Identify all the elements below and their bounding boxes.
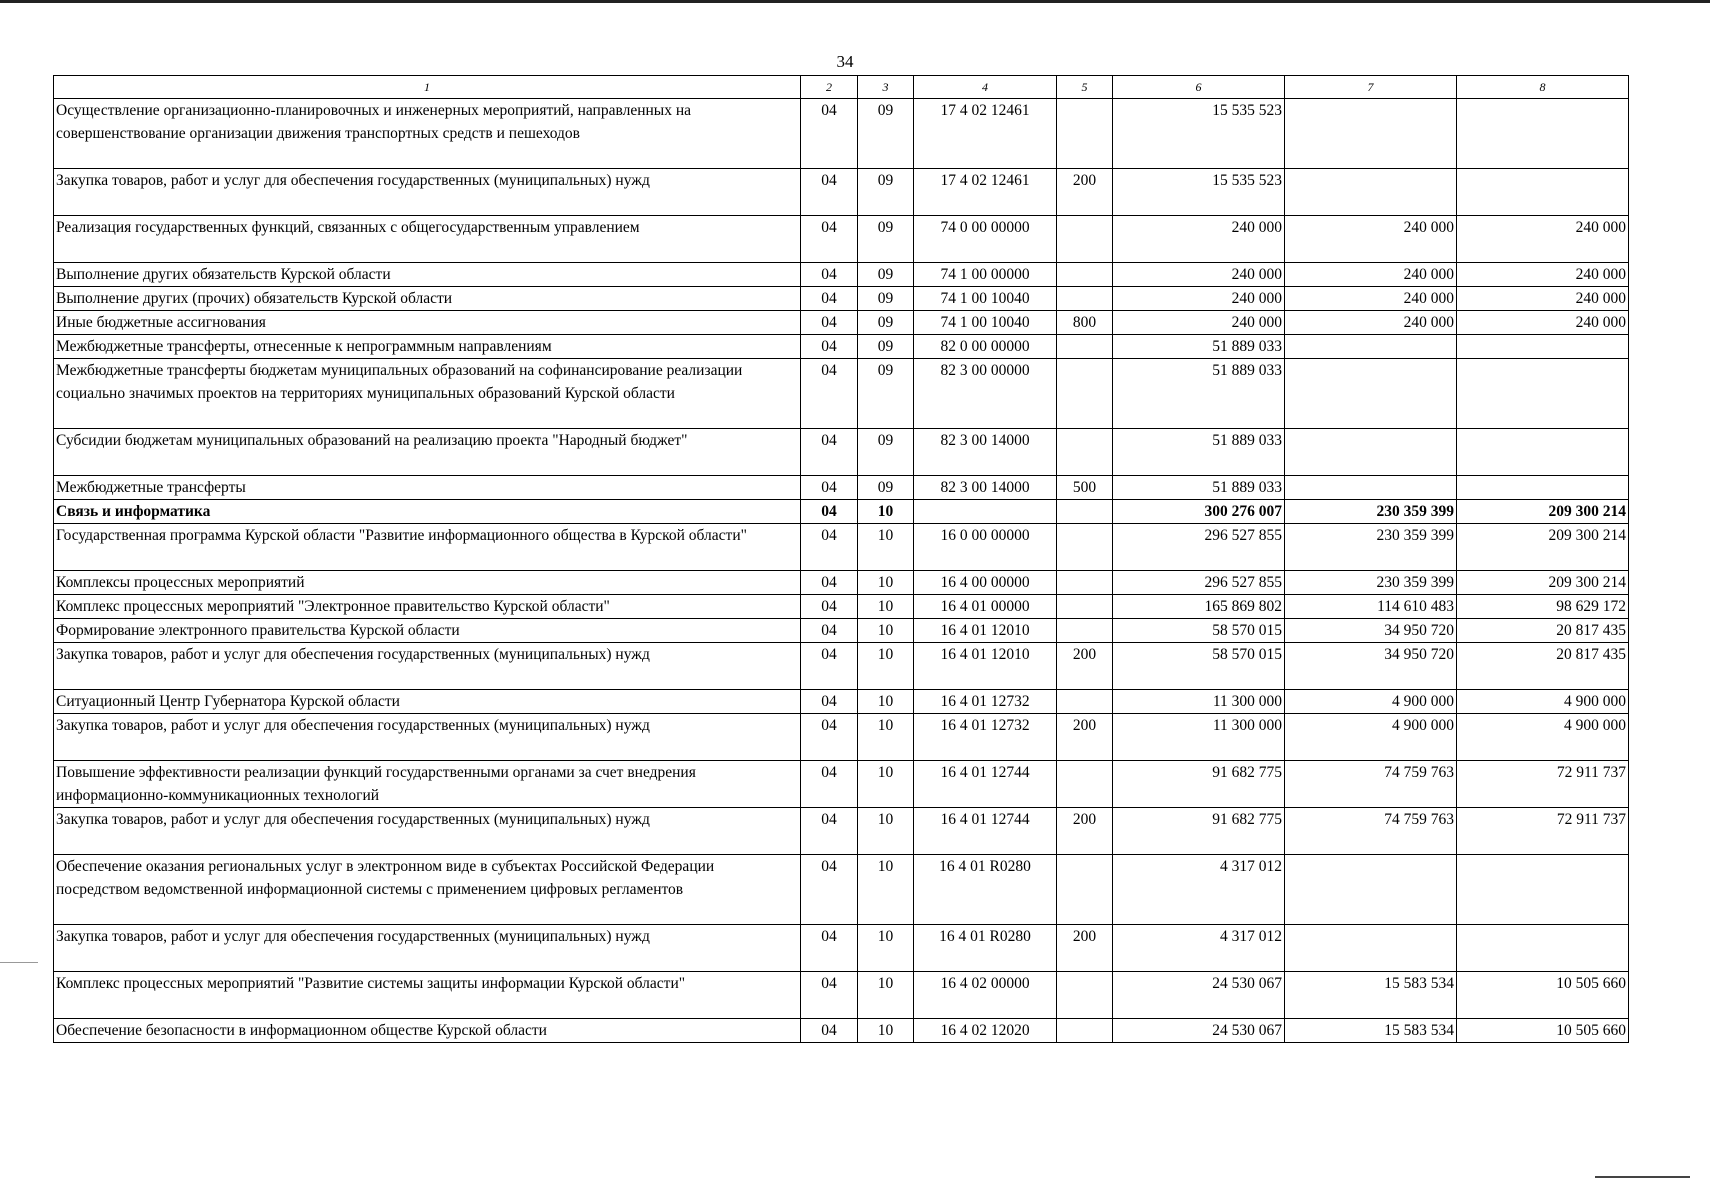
cell-amount-year1: 91 682 775 xyxy=(1113,808,1285,855)
cell-amount-year2: 15 583 534 xyxy=(1285,1019,1457,1043)
cell-name: Межбюджетные трансферты xyxy=(54,476,801,500)
cell-amount-year2: 230 359 399 xyxy=(1285,571,1457,595)
cell-target-article: 16 4 01 12732 xyxy=(914,690,1057,714)
cell-name: Выполнение других обязательств Курской области xyxy=(54,263,801,287)
cell-expense-type xyxy=(1057,595,1113,619)
cell-target-article: 16 4 00 00000 xyxy=(914,571,1057,595)
column-header: 1 xyxy=(54,76,801,99)
table-row xyxy=(54,335,1629,359)
cell-amount-year3: 240 000 xyxy=(1457,216,1629,263)
cell-amount-year2 xyxy=(1285,99,1457,169)
column-number-row xyxy=(54,76,1629,99)
cell-subsection: 09 xyxy=(858,335,914,359)
cell-name: Обеспечение оказания региональных услуг в электронном виде в субъектах Российской Федерации посредством ведомственной информационной системы с применением цифровых регламентов xyxy=(54,855,801,925)
cell-amount-year1: 15 535 523 xyxy=(1113,169,1285,216)
column-header: 4 xyxy=(914,76,1057,99)
cell-name: Субсидии бюджетам муниципальных образований на реализацию проекта "Народный бюджет" xyxy=(54,429,801,476)
cell-subsection: 09 xyxy=(858,359,914,429)
cell-expense-type: 200 xyxy=(1057,808,1113,855)
cell-subsection: 10 xyxy=(858,761,914,808)
cell-expense-type: 500 xyxy=(1057,476,1113,500)
table-row xyxy=(54,972,1629,1019)
cell-target-article: 16 4 01 12732 xyxy=(914,714,1057,761)
cell-section: 04 xyxy=(801,311,858,335)
cell-name: Осуществление организационно-планировочных и инженерных мероприятий, направленных на совершенствование организации движения транспортных средств и пешеходов xyxy=(54,99,801,169)
cell-name: Межбюджетные трансферты бюджетам муниципальных образований на софинансирование реализации социально значимых проектов на территориях муниципальных образований Курской области xyxy=(54,359,801,429)
cell-target-article: 74 1 00 10040 xyxy=(914,311,1057,335)
table-row xyxy=(54,476,1629,500)
cell-target-article: 16 4 01 R0280 xyxy=(914,925,1057,972)
cell-expense-type xyxy=(1057,263,1113,287)
table-body xyxy=(54,99,1629,1043)
cell-name: Комплекс процессных мероприятий "Электронное правительство Курской области" xyxy=(54,595,801,619)
table-row xyxy=(54,263,1629,287)
cell-expense-type xyxy=(1057,972,1113,1019)
cell-section: 04 xyxy=(801,643,858,690)
budget-table xyxy=(53,75,1629,1043)
cell-name: Иные бюджетные ассигнования xyxy=(54,311,801,335)
scan-bottom-mark xyxy=(1595,1176,1690,1178)
cell-subsection: 09 xyxy=(858,263,914,287)
cell-expense-type xyxy=(1057,1019,1113,1043)
cell-expense-type xyxy=(1057,690,1113,714)
table-row xyxy=(54,855,1629,925)
cell-amount-year3: 10 505 660 xyxy=(1457,1019,1629,1043)
cell-amount-year2: 74 759 763 xyxy=(1285,761,1457,808)
cell-amount-year3 xyxy=(1457,359,1629,429)
cell-name: Закупка товаров, работ и услуг для обеспечения государственных (муниципальных) нужд xyxy=(54,808,801,855)
cell-subsection: 09 xyxy=(858,216,914,263)
cell-target-article: 16 4 02 00000 xyxy=(914,972,1057,1019)
table-row xyxy=(54,643,1629,690)
cell-amount-year1: 4 317 012 xyxy=(1113,925,1285,972)
cell-section: 04 xyxy=(801,99,858,169)
cell-name: Обеспечение безопасности в информационном обществе Курской области xyxy=(54,1019,801,1043)
cell-target-article: 16 4 01 12744 xyxy=(914,761,1057,808)
cell-subsection: 10 xyxy=(858,855,914,925)
cell-amount-year3: 4 900 000 xyxy=(1457,714,1629,761)
cell-amount-year1: 58 570 015 xyxy=(1113,643,1285,690)
cell-target-article: 82 0 00 00000 xyxy=(914,335,1057,359)
cell-name: Закупка товаров, работ и услуг для обеспечения государственных (муниципальных) нужд xyxy=(54,925,801,972)
cell-amount-year2: 114 610 483 xyxy=(1285,595,1457,619)
cell-section: 04 xyxy=(801,335,858,359)
table-header xyxy=(54,76,1629,99)
cell-section: 04 xyxy=(801,524,858,571)
cell-amount-year1: 4 317 012 xyxy=(1113,855,1285,925)
cell-amount-year1: 15 535 523 xyxy=(1113,99,1285,169)
cell-subsection: 09 xyxy=(858,429,914,476)
cell-amount-year1: 51 889 033 xyxy=(1113,429,1285,476)
cell-amount-year1: 300 276 007 xyxy=(1113,500,1285,524)
cell-section: 04 xyxy=(801,263,858,287)
table-row xyxy=(54,429,1629,476)
cell-expense-type xyxy=(1057,619,1113,643)
cell-amount-year1: 91 682 775 xyxy=(1113,761,1285,808)
cell-amount-year2: 240 000 xyxy=(1285,287,1457,311)
cell-amount-year2: 240 000 xyxy=(1285,263,1457,287)
cell-amount-year2 xyxy=(1285,476,1457,500)
cell-amount-year3 xyxy=(1457,169,1629,216)
cell-amount-year3: 240 000 xyxy=(1457,263,1629,287)
cell-section: 04 xyxy=(801,855,858,925)
cell-section: 04 xyxy=(801,429,858,476)
table-row xyxy=(54,619,1629,643)
cell-target-article: 82 3 00 14000 xyxy=(914,476,1057,500)
cell-amount-year3: 209 300 214 xyxy=(1457,500,1629,524)
cell-subsection: 10 xyxy=(858,571,914,595)
cell-amount-year3: 209 300 214 xyxy=(1457,571,1629,595)
cell-section: 04 xyxy=(801,1019,858,1043)
cell-amount-year2: 240 000 xyxy=(1285,311,1457,335)
cell-expense-type xyxy=(1057,216,1113,263)
cell-target-article: 17 4 02 12461 xyxy=(914,169,1057,216)
cell-section: 04 xyxy=(801,169,858,216)
cell-amount-year3 xyxy=(1457,855,1629,925)
cell-amount-year1: 51 889 033 xyxy=(1113,476,1285,500)
cell-section: 04 xyxy=(801,287,858,311)
cell-subsection: 10 xyxy=(858,595,914,619)
cell-expense-type xyxy=(1057,524,1113,571)
cell-name: Комплекс процессных мероприятий "Развитие системы защиты информации Курской области" xyxy=(54,972,801,1019)
cell-amount-year1: 51 889 033 xyxy=(1113,335,1285,359)
cell-subsection: 09 xyxy=(858,287,914,311)
cell-amount-year3: 240 000 xyxy=(1457,311,1629,335)
cell-subsection: 10 xyxy=(858,690,914,714)
cell-amount-year3 xyxy=(1457,99,1629,169)
cell-section: 04 xyxy=(801,595,858,619)
cell-name: Связь и информатика xyxy=(54,500,801,524)
cell-section: 04 xyxy=(801,571,858,595)
cell-expense-type xyxy=(1057,855,1113,925)
cell-target-article: 17 4 02 12461 xyxy=(914,99,1057,169)
cell-subsection: 09 xyxy=(858,311,914,335)
table-row xyxy=(54,359,1629,429)
cell-target-article: 16 4 01 12010 xyxy=(914,643,1057,690)
cell-subsection: 09 xyxy=(858,99,914,169)
table-row xyxy=(54,169,1629,216)
cell-target-article: 16 4 01 00000 xyxy=(914,595,1057,619)
cell-expense-type: 200 xyxy=(1057,714,1113,761)
cell-subsection: 09 xyxy=(858,169,914,216)
cell-section: 04 xyxy=(801,619,858,643)
cell-name: Закупка товаров, работ и услуг для обеспечения государственных (муниципальных) нужд xyxy=(54,169,801,216)
cell-amount-year1: 165 869 802 xyxy=(1113,595,1285,619)
cell-section: 04 xyxy=(801,808,858,855)
cell-name: Реализация государственных функций, связанных с общегосударственным управлением xyxy=(54,216,801,263)
column-header: 3 xyxy=(858,76,914,99)
column-header: 7 xyxy=(1285,76,1457,99)
cell-name: Государственная программа Курской области "Развитие информационного общества в Курской области" xyxy=(54,524,801,571)
cell-amount-year3: 20 817 435 xyxy=(1457,619,1629,643)
cell-subsection: 10 xyxy=(858,524,914,571)
cell-amount-year3 xyxy=(1457,335,1629,359)
cell-amount-year2 xyxy=(1285,335,1457,359)
cell-amount-year2: 34 950 720 xyxy=(1285,619,1457,643)
cell-subsection: 09 xyxy=(858,476,914,500)
cell-name: Ситуационный Центр Губернатора Курской области xyxy=(54,690,801,714)
cell-amount-year1: 24 530 067 xyxy=(1113,1019,1285,1043)
cell-expense-type xyxy=(1057,287,1113,311)
cell-amount-year1: 11 300 000 xyxy=(1113,714,1285,761)
cell-amount-year1: 11 300 000 xyxy=(1113,690,1285,714)
column-header: 8 xyxy=(1457,76,1629,99)
cell-amount-year2 xyxy=(1285,855,1457,925)
cell-amount-year2 xyxy=(1285,925,1457,972)
cell-name: Межбюджетные трансферты, отнесенные к непрограммным направлениям xyxy=(54,335,801,359)
cell-amount-year1: 296 527 855 xyxy=(1113,571,1285,595)
cell-amount-year2: 4 900 000 xyxy=(1285,690,1457,714)
table-row xyxy=(54,808,1629,855)
cell-subsection: 10 xyxy=(858,714,914,761)
cell-amount-year2: 240 000 xyxy=(1285,216,1457,263)
cell-section: 04 xyxy=(801,714,858,761)
table-row xyxy=(54,714,1629,761)
cell-section: 04 xyxy=(801,359,858,429)
cell-amount-year1: 240 000 xyxy=(1113,216,1285,263)
cell-section: 04 xyxy=(801,500,858,524)
cell-target-article: 16 0 00 00000 xyxy=(914,524,1057,571)
cell-section: 04 xyxy=(801,690,858,714)
cell-amount-year2 xyxy=(1285,429,1457,476)
cell-amount-year3: 98 629 172 xyxy=(1457,595,1629,619)
cell-name: Формирование электронного правительства Курской области xyxy=(54,619,801,643)
table-row xyxy=(54,1019,1629,1043)
cell-subsection: 10 xyxy=(858,1019,914,1043)
cell-expense-type xyxy=(1057,99,1113,169)
cell-target-article: 16 4 02 12020 xyxy=(914,1019,1057,1043)
cell-amount-year2 xyxy=(1285,169,1457,216)
cell-name: Выполнение других (прочих) обязательств Курской области xyxy=(54,287,801,311)
cell-section: 04 xyxy=(801,216,858,263)
cell-amount-year3: 72 911 737 xyxy=(1457,761,1629,808)
cell-section: 04 xyxy=(801,476,858,500)
table-row xyxy=(54,311,1629,335)
cell-amount-year2: 74 759 763 xyxy=(1285,808,1457,855)
cell-expense-type: 800 xyxy=(1057,311,1113,335)
cell-amount-year3: 72 911 737 xyxy=(1457,808,1629,855)
cell-subsection: 10 xyxy=(858,619,914,643)
cell-subsection: 10 xyxy=(858,500,914,524)
cell-section: 04 xyxy=(801,925,858,972)
cell-target-article: 74 1 00 10040 xyxy=(914,287,1057,311)
cell-target-article: 82 3 00 14000 xyxy=(914,429,1057,476)
cell-amount-year2: 34 950 720 xyxy=(1285,643,1457,690)
column-header: 6 xyxy=(1113,76,1285,99)
cell-amount-year2: 15 583 534 xyxy=(1285,972,1457,1019)
table-row xyxy=(54,595,1629,619)
cell-target-article xyxy=(914,500,1057,524)
cell-target-article: 82 3 00 00000 xyxy=(914,359,1057,429)
cell-amount-year1: 240 000 xyxy=(1113,263,1285,287)
cell-amount-year3 xyxy=(1457,476,1629,500)
cell-name: Закупка товаров, работ и услуг для обеспечения государственных (муниципальных) нужд xyxy=(54,643,801,690)
cell-expense-type xyxy=(1057,571,1113,595)
table-row xyxy=(54,690,1629,714)
cell-expense-type: 200 xyxy=(1057,925,1113,972)
table-row xyxy=(54,287,1629,311)
cell-amount-year3: 209 300 214 xyxy=(1457,524,1629,571)
cell-target-article: 74 1 00 00000 xyxy=(914,263,1057,287)
cell-name: Закупка товаров, работ и услуг для обеспечения государственных (муниципальных) нужд xyxy=(54,714,801,761)
cell-expense-type xyxy=(1057,335,1113,359)
cell-amount-year1: 24 530 067 xyxy=(1113,972,1285,1019)
column-header: 2 xyxy=(801,76,858,99)
cell-amount-year2: 230 359 399 xyxy=(1285,524,1457,571)
table-row xyxy=(54,571,1629,595)
column-header: 5 xyxy=(1057,76,1113,99)
cell-amount-year1: 58 570 015 xyxy=(1113,619,1285,643)
cell-subsection: 10 xyxy=(858,808,914,855)
cell-target-article: 16 4 01 R0280 xyxy=(914,855,1057,925)
cell-section: 04 xyxy=(801,761,858,808)
cell-expense-type xyxy=(1057,761,1113,808)
cell-name: Повышение эффективности реализации функций государственными органами за счет внедрения информационно-коммуникационных технологий xyxy=(54,761,801,808)
cell-amount-year3: 240 000 xyxy=(1457,287,1629,311)
cell-amount-year1: 51 889 033 xyxy=(1113,359,1285,429)
cell-target-article: 74 0 00 00000 xyxy=(914,216,1057,263)
cell-amount-year2 xyxy=(1285,359,1457,429)
scan-top-edge xyxy=(0,0,1710,3)
cell-amount-year3 xyxy=(1457,925,1629,972)
cell-amount-year2: 4 900 000 xyxy=(1285,714,1457,761)
cell-subsection: 10 xyxy=(858,643,914,690)
cell-expense-type: 200 xyxy=(1057,169,1113,216)
table-row xyxy=(54,524,1629,571)
cell-amount-year3 xyxy=(1457,429,1629,476)
scan-margin-mark xyxy=(0,962,38,963)
table-row xyxy=(54,761,1629,808)
table-row xyxy=(54,216,1629,263)
cell-amount-year1: 296 527 855 xyxy=(1113,524,1285,571)
cell-target-article: 16 4 01 12744 xyxy=(914,808,1057,855)
table-row xyxy=(54,925,1629,972)
cell-amount-year1: 240 000 xyxy=(1113,287,1285,311)
cell-amount-year3: 10 505 660 xyxy=(1457,972,1629,1019)
cell-section: 04 xyxy=(801,972,858,1019)
cell-expense-type: 200 xyxy=(1057,643,1113,690)
cell-amount-year3: 20 817 435 xyxy=(1457,643,1629,690)
cell-name: Комплексы процессных мероприятий xyxy=(54,571,801,595)
table-row xyxy=(54,500,1629,524)
cell-expense-type xyxy=(1057,500,1113,524)
cell-target-article: 16 4 01 12010 xyxy=(914,619,1057,643)
cell-subsection: 10 xyxy=(858,925,914,972)
cell-expense-type xyxy=(1057,359,1113,429)
cell-subsection: 10 xyxy=(858,972,914,1019)
cell-expense-type xyxy=(1057,429,1113,476)
cell-amount-year1: 240 000 xyxy=(1113,311,1285,335)
page-number: 34 xyxy=(836,52,854,71)
table-row xyxy=(54,99,1629,169)
cell-amount-year2: 230 359 399 xyxy=(1285,500,1457,524)
cell-amount-year3: 4 900 000 xyxy=(1457,690,1629,714)
